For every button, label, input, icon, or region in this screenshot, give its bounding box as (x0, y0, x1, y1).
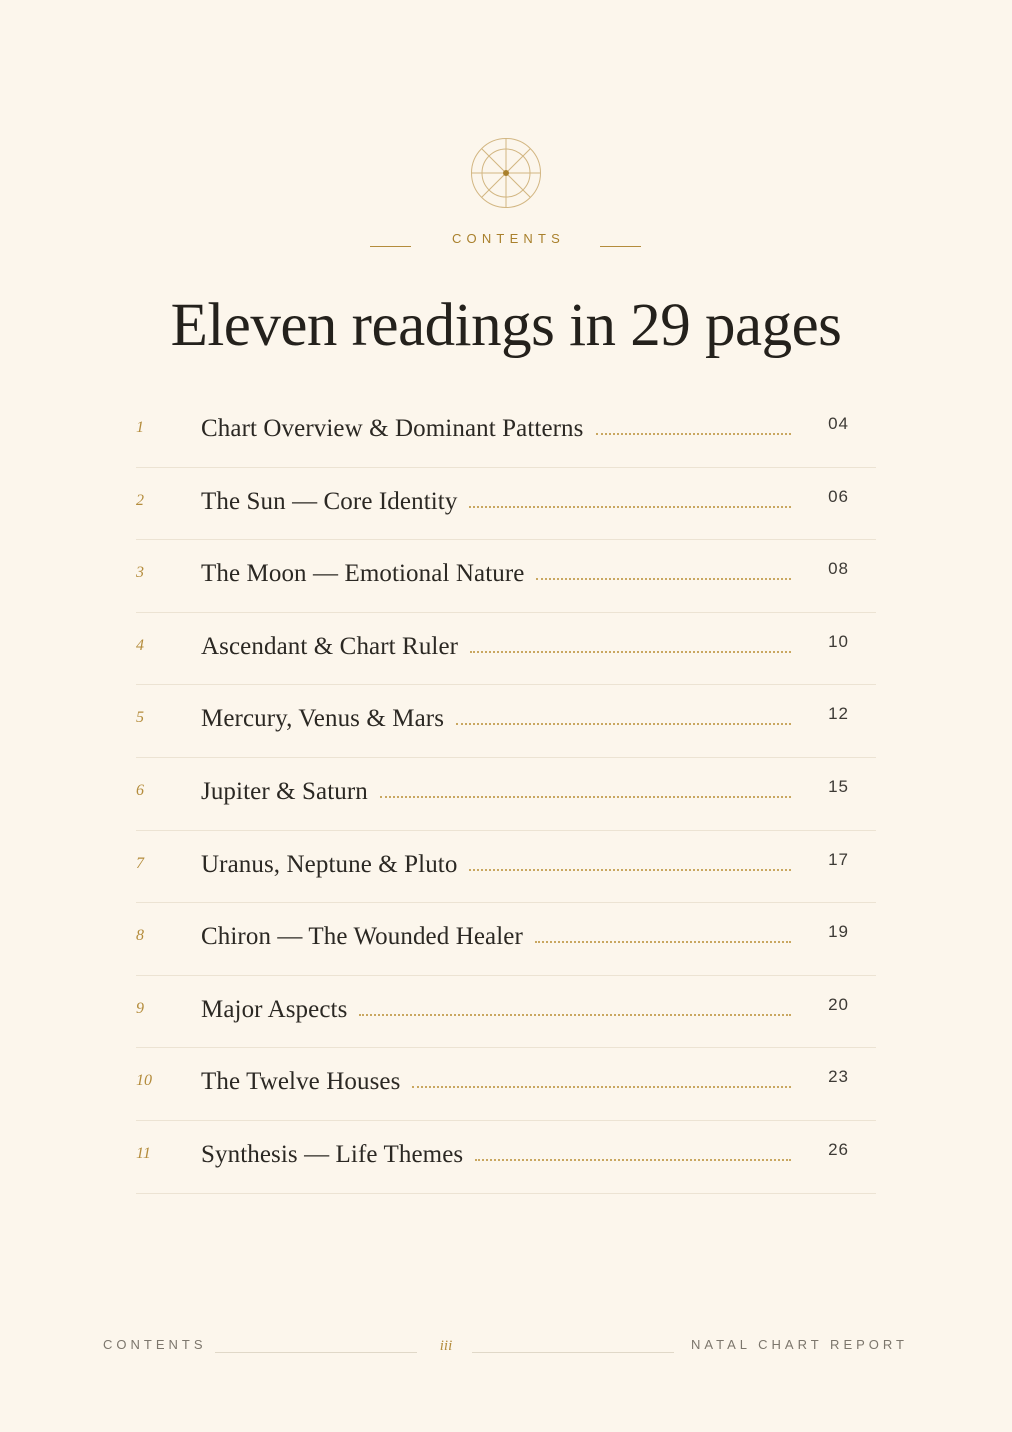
toc-entry-title: Major Aspects (201, 995, 348, 1023)
toc-entry-title: Ascendant & Chart Ruler (201, 632, 459, 660)
toc-entry-page: 10 (828, 631, 849, 651)
toc-entry[interactable] (136, 613, 876, 686)
natal-chart-wheel-icon (470, 137, 542, 209)
toc-entry-number: 8 (136, 927, 144, 945)
toc-entry[interactable] (136, 1121, 876, 1194)
table-of-contents (136, 395, 876, 1194)
toc-entry-number: 6 (136, 781, 144, 799)
toc-entry-number: 7 (136, 854, 144, 872)
toc-dot-leader (469, 869, 791, 871)
toc-entry-title: Jupiter & Saturn (201, 777, 368, 805)
toc-entry-page: 17 (828, 849, 849, 869)
eyebrow-label: CONTENTS (451, 231, 566, 246)
page-footer (0, 1334, 1012, 1358)
contents-eyebrow (0, 229, 1012, 251)
toc-entry[interactable] (136, 903, 876, 976)
toc-entry-number: 9 (136, 999, 144, 1017)
toc-entry-page: 04 (828, 414, 849, 433)
toc-dot-leader (380, 796, 791, 798)
toc-entry-number: 1 (136, 419, 144, 436)
toc-entry[interactable] (136, 540, 876, 613)
toc-dot-leader (535, 941, 791, 943)
toc-dot-leader (536, 578, 791, 580)
toc-dot-leader (475, 1159, 791, 1161)
toc-entry[interactable] (136, 395, 876, 468)
toc-entry-title: Uranus, Neptune & Pluto (201, 850, 458, 878)
toc-entry-number: 5 (136, 709, 144, 727)
toc-entry-page: 26 (828, 1139, 849, 1159)
toc-entry[interactable] (136, 685, 876, 758)
toc-entry-title: The Sun — Core Identity (201, 487, 458, 515)
toc-entry-number: 10 (136, 1072, 152, 1090)
footer-rule-right (472, 1352, 674, 1353)
toc-entry-title: The Twelve Houses (201, 1068, 401, 1096)
eyebrow-rule-right (600, 246, 641, 247)
toc-dot-leader (359, 1014, 791, 1016)
toc-entry-page: 06 (828, 486, 849, 506)
toc-entry-page: 23 (828, 1067, 849, 1087)
toc-entry-number: 3 (136, 564, 144, 582)
toc-entry-page: 08 (828, 559, 849, 579)
footer-report-label: NATAL CHART REPORT (691, 1337, 908, 1352)
toc-entry-number: 11 (136, 1144, 151, 1162)
toc-dot-leader (469, 506, 791, 508)
toc-entry-title: Chiron — The Wounded Healer (201, 923, 523, 951)
toc-entry[interactable] (136, 831, 876, 904)
toc-entry-page: 20 (828, 994, 849, 1014)
toc-entry[interactable] (136, 1048, 876, 1121)
toc-entry-number: 4 (136, 636, 144, 654)
toc-entry[interactable] (136, 976, 876, 1049)
toc-dot-leader (470, 651, 791, 653)
toc-entry-title: Chart Overview & Dominant Patterns (201, 415, 584, 442)
footer-section-label: CONTENTS (103, 1337, 207, 1352)
toc-entry-page: 12 (828, 704, 849, 724)
toc-entry-title: Mercury, Venus & Mars (201, 705, 445, 733)
page-title: Eleven readings in 29 pages (170, 292, 842, 359)
toc-entry-page: 19 (828, 922, 849, 942)
toc-entry[interactable] (136, 758, 876, 831)
toc-entry-title: Synthesis — Life Themes (201, 1140, 464, 1168)
footer-rule-left (215, 1352, 417, 1353)
toc-dot-leader (596, 433, 792, 435)
toc-entry-title: The Moon — Emotional Nature (201, 560, 525, 588)
toc-dot-leader (456, 723, 791, 725)
toc-entry[interactable] (136, 468, 876, 541)
toc-entry-page: 15 (828, 776, 849, 796)
toc-dot-leader (412, 1086, 791, 1088)
page-folio: iii (439, 1338, 453, 1354)
toc-entry-number: 2 (136, 491, 144, 509)
eyebrow-rule-left (370, 246, 411, 247)
